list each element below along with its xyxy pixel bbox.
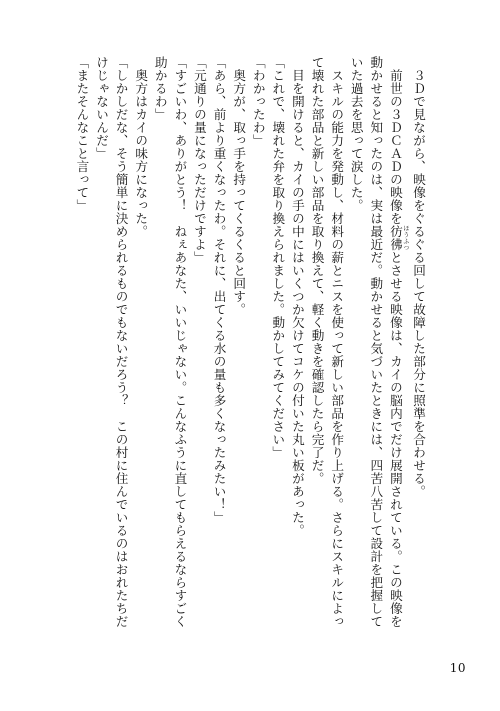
text-line-5: スキルの能力を発動し、材料の薪とニスを使って新しい部品を作り上げる。さらにスキルによっ [329,56,345,628]
text-line-2-end: とさせる映像は、カイの脳内でだけ展開されている。この映像を [387,251,403,628]
text-line-6: て壊れた部品と新しい部品を取り換えて、軽く動きを確認したら完了だ。 [309,56,325,485]
text-line-1: ３Ｄで見ながら、映像をぐるぐる回して故障した部分に照準を合わせる。 [411,56,426,498]
text-line-2-start: 前世の３ＤＣＡＤの映像を [387,56,403,225]
ruby-reading: ほうふつ [401,225,409,251]
text-line-2 [385,56,408,646]
text-line-10: 奥方が、取っ手を持ってくるくると回す。 [231,56,247,316]
text-line-3: 動かせると知ったのは、実は最近だ。動かせると気づいたときには、四苦八苦して設計を把握して [368,56,384,628]
text-line-14: 助かるわ」 [152,56,168,121]
vertical-text-block [58,56,428,646]
text-line-17: けじゃないんだ」 [94,56,109,160]
text-line-8: 「これで、壊れた弁を取り換えられました。動かしてみてください」 [270,56,286,459]
text-line-7: 目を開けると、カイの手の中にはいくつか欠けてコケの付いた丸い板があった。 [289,56,305,537]
ruby-base: 彷彿 [387,225,403,251]
text-line-11: 「あら、前より重くなったわ。それに、出てくる水の量も多くなったみたい！」 [211,56,227,524]
text-line-13: 「すごいわ、ありがとう！ ねぇあなた、いいじゃない。こんなふうに直してもらえるならすごく [172,56,188,628]
text-line-18: 「またそんなこと言って」 [74,56,90,212]
text-line-9: 「わかったわ」 [250,56,266,147]
text-line-15: 奥方はカイの味方になった。 [133,56,149,238]
text-line-16: 「しかしだな、そう簡単に決められるものでもないだろう？ この村に住んでいるのはおれたちだ [113,56,129,628]
text-line-4: いた過去を思って涙した。 [348,56,364,212]
page-number: 10 [449,661,466,675]
ruby-word [387,225,409,251]
text-line-12: 「元通りの量になっただけですよ」 [191,56,207,264]
